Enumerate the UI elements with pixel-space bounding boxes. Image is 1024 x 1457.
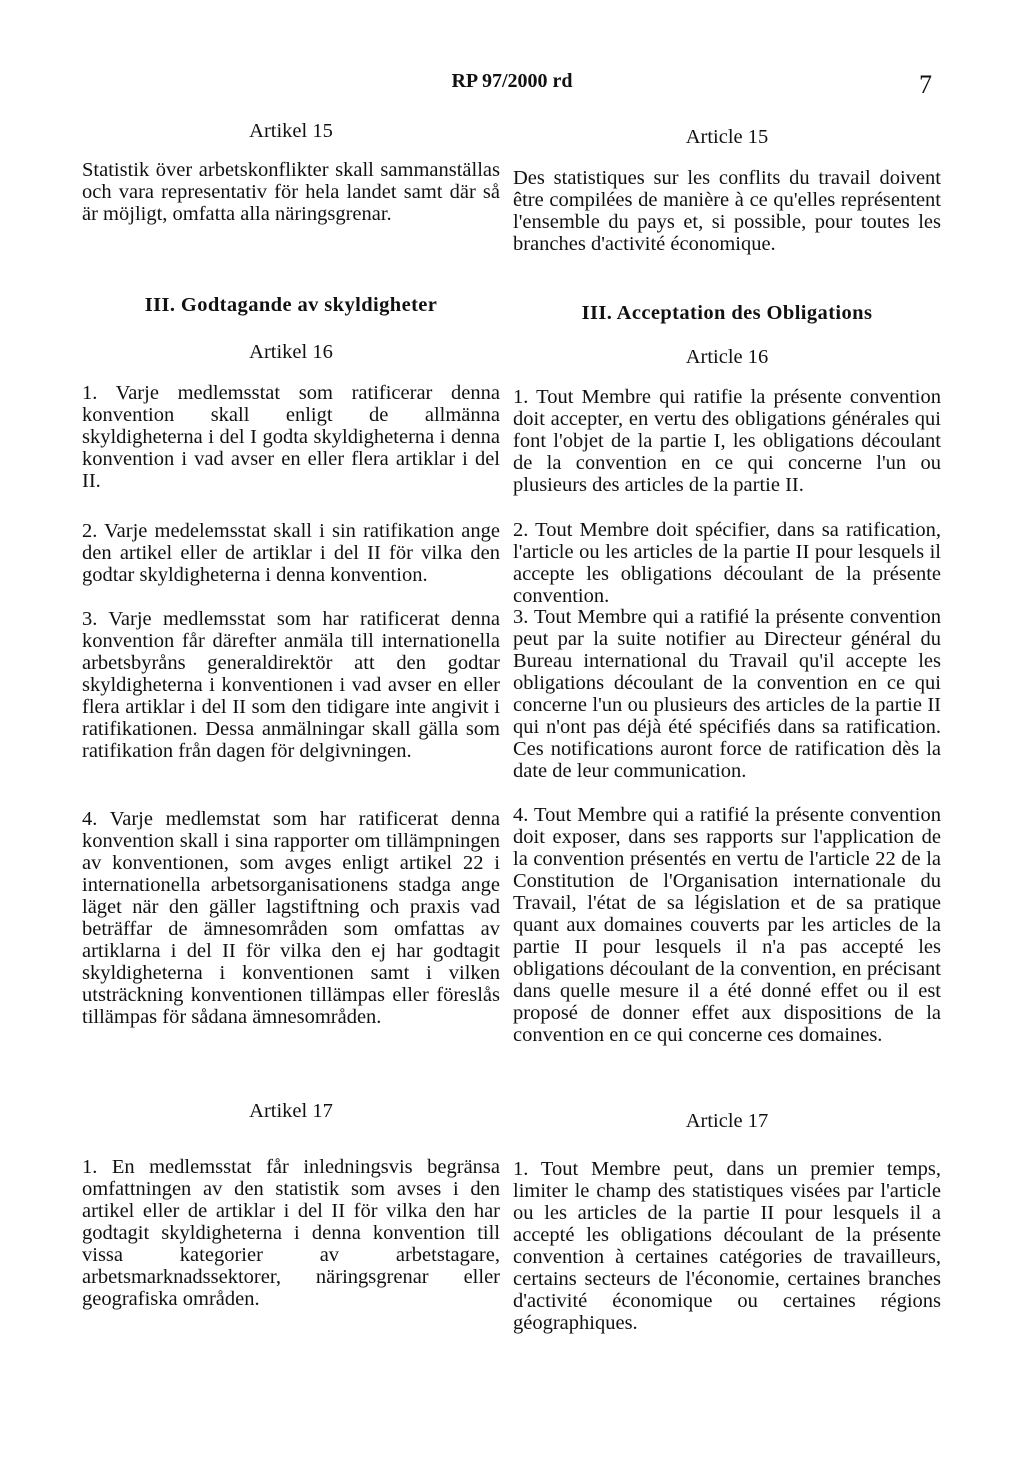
fr-article-16-para-1: 1. Tout Membre qui ratifie la présente convention doit accepter, en vertu des obligations générales qui font l'objet de la partie I, les obligations découlant de la convention en ce qui concerne l'un ou plusieurs des articles de la partie II. (513, 386, 941, 496)
running-header: RP 97/2000 rd (451, 70, 573, 92)
fr-article-17-heading: Article 17 (685, 1110, 769, 1132)
fr-article-16-para-3: 3. Tout Membre qui a ratifié la présente convention peut par la suite notifier au Directeur général du Bureau international du Travail qu'il accepte les obligations découlant de la convention en ce qui concerne l'un ou plusieurs des articles de la partie II qui n'ont pas déjà été spécifiés dans sa ratification. Ces notifications auront force de ratification dès la date de leur communication. (513, 606, 941, 782)
sv-article-15-text: Statistik över arbetskonflikter skall sammanställas och vara representativ för hela landet samt där så är möjligt, omfatta alla näringsgrenar. (82, 159, 500, 225)
sv-article-17-heading: Artikel 17 (249, 1100, 333, 1122)
sv-article-15-heading: Artikel 15 (249, 120, 333, 142)
fr-article-15-heading: Article 15 (685, 126, 769, 148)
sv-article-16-heading: Artikel 16 (249, 341, 333, 363)
sv-article-16-para-2: 2. Varje medelemsstat skall i sin ratifikation ange den artikel eller de artiklar i del II för vilka den godtar skyldigheterna i denna konvention. (82, 520, 500, 586)
sv-section-heading: III. Godtagande av skyldigheter (144, 294, 438, 316)
sv-article-16-para-4: 4. Varje medlemstat som har ratificerat denna konvention skall i sina rapporter om tillämpningen av konventionen, som avges enligt artikel 22 i internationella arbetsorganisationens stadga ange läget när den gäller lagstiftning och praxis vad beträffar de ämnesområden som omfattas av artiklarna i del II för vilka den ej har godtagit skyldigheterna i konventionen samt i vilken utsträckning konventionen tillämpas eller föreslås tillämpas för sådana ämnesområden. (82, 808, 500, 1028)
sv-article-17-para-1: 1. En medlemsstat får inledningsvis begränsa omfattningen av den statistik som avses i den artikel eller de artiklar i del II för vilka den har godtagit skyldigheterna i denna konvention till vissa kategorier av arbetstagare, arbetsmarknadssektorer, näringsgrenar eller geografiska områden. (82, 1156, 500, 1310)
fr-article-17-para-1: 1. Tout Membre peut, dans un premier temps, limiter le champ des statistiques visées par l'article ou les articles de la partie II pour lesquels il a accepté les obligations découlant de la présente convention à certaines catégories de travailleurs, certains secteurs de l'économie, certaines branches d'activité économique ou certaines régions géographiques. (513, 1158, 941, 1334)
fr-article-15-text: Des statistiques sur les conflits du travail doivent être compilées de manière à ce qu'elles représentent l'ensemble du pays et, si possible, pour toutes les branches d'activité économique. (513, 167, 941, 255)
page-number: 7 (919, 70, 932, 99)
fr-article-16-para-2: 2. Tout Membre doit spécifier, dans sa ratification, l'article ou les articles de la partie II pour lesquels il accepte les obligations découlant de la présente convention. (513, 519, 941, 607)
sv-article-16-para-1: 1. Varje medlemsstat som ratificerar denna konvention skall enligt de allmänna skyldigheterna i del I godta skyldigheterna i denna konvention i vad avser en eller flera artiklar i del II. (82, 382, 500, 492)
fr-article-16-heading: Article 16 (685, 346, 769, 368)
fr-section-heading: III. Acceptation des Obligations (581, 302, 873, 324)
sv-article-16-para-3: 3. Varje medlemsstat som har ratificerat denna konvention får därefter anmäla till internationella arbetsbyråns generaldirektör att den godtar skyldigheterna i konventionen i vad avser en eller flera artiklar i del II som den tidigare inte angivit i ratifikationen. Dessa anmälningar skall gälla som ratifikation från dagen för delgivningen. (82, 608, 500, 762)
fr-article-16-para-4: 4. Tout Membre qui a ratifié la présente convention doit exposer, dans ses rapports sur l'application de la convention présentés en vertu de l'article 22 de la Constitution de l'Organisation internationale du Travail, l'état de sa législation et de sa pratique quant aux domaines couverts par les articles de la partie II pour lesquels il n'a pas accepté les obligations découlant de la convention, en précisant dans quelle mesure il a été donné effet ou il est proposé de donner effet aux dispositions de la convention en ce qui concerne ces domaines. (513, 804, 941, 1046)
